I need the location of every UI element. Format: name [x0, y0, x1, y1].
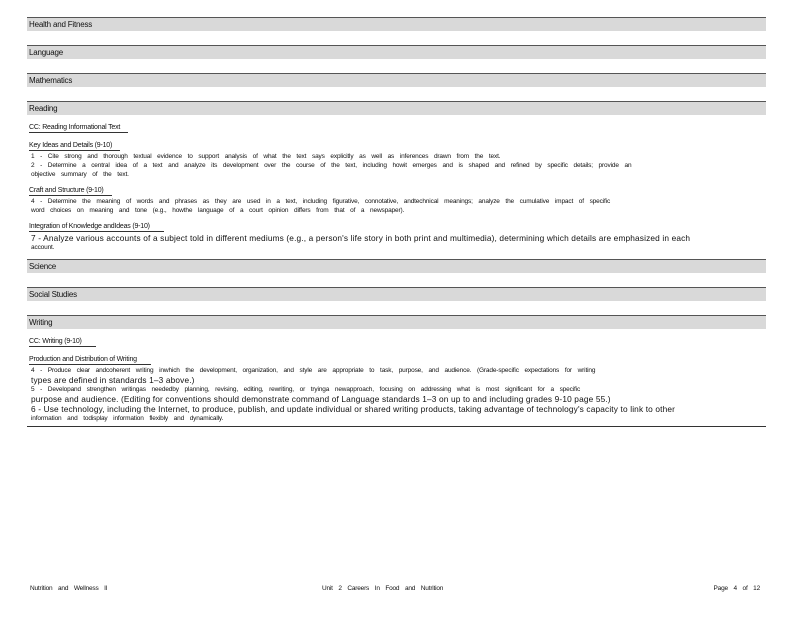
section-social-studies — [27, 287, 766, 315]
section-heading: Writing — [27, 315, 766, 329]
strand-heading: Integration of Knowledge andIdeas (9-10) — [29, 222, 164, 232]
section-language — [27, 45, 766, 73]
standard-text: types are defined in standards 1–3 above.) — [31, 375, 195, 385]
section-heading: Social Studies — [27, 287, 766, 301]
section-body — [27, 329, 766, 424]
page-footer — [30, 583, 760, 595]
footer-page-number: Page 4 of 12 — [713, 585, 760, 592]
section-science — [27, 259, 766, 287]
standard-text: 4 - Determine the meaning of words and phrases as they are used in a text, including figurative, connotative, andtechnical meanings; analyze the cumulative impact of specific — [31, 198, 611, 205]
standard-text: 2 - Determine a central idea of a text and analyze its development over the course of the text, including howit emerges and is shaped and refined by specific details; provide an — [31, 162, 632, 169]
divider — [27, 426, 766, 427]
strand-heading: Craft and Structure (9-10) — [29, 186, 112, 196]
strand-heading: Production and Distribution of Writing — [29, 355, 151, 365]
standard-text: objective summary of the text. — [31, 171, 129, 178]
section-heading: Science — [27, 259, 766, 273]
footer-unit: Unit 2 Careers In Food and Nutrition — [322, 585, 444, 592]
section-body — [27, 115, 766, 253]
section-body — [27, 31, 766, 45]
standard-text: account. — [31, 244, 55, 251]
document-content — [27, 17, 766, 427]
standard-text: 6 - Use technology, including the Internet, to produce, publish, and update individual or shared writing products, taking advantage of technology's capacity to link to other — [31, 404, 676, 414]
standard-source: CC: Reading Informational Text — [29, 123, 128, 133]
section-body — [27, 87, 766, 101]
section-heading: Health and Fitness — [27, 17, 766, 31]
section-body — [27, 273, 766, 287]
standard-text: 7 - Analyze various accounts of a subject told in different mediums (e.g., a person's life story in both print and multimedia), determining which details are emphasized in each — [31, 233, 691, 243]
standard-text: word choices on meaning and tone (e.g., howthe language of a court opinion differs from that of a newspaper). — [31, 207, 405, 214]
section-body — [27, 59, 766, 73]
standard-text: 1 - Cite strong and thorough textual evidence to support analysis of what the text says explicitly as well as inferences drawn from the text. — [31, 153, 501, 160]
standard-text: 4 - Produce clear andcoherent writing inwhich the development, organization, and style are appropriate to task, purpose, and audience. (Grade-specific expectations for writing — [31, 367, 596, 374]
section-writing — [27, 315, 766, 427]
standard-source: CC: Writing (9-10) — [29, 337, 96, 347]
strand-heading: Key Ideas and Details (9-10) — [29, 141, 120, 151]
footer-course: Nutrition and Wellness II — [30, 585, 108, 592]
standard-text: purpose and audience. (Editing for conventions should demonstrate command of Language standards 1–3 on up to and including grades 9-10 page 55.) — [31, 394, 611, 404]
section-heading: Reading — [27, 101, 766, 115]
section-body — [27, 301, 766, 315]
section-mathematics — [27, 73, 766, 101]
section-reading — [27, 101, 766, 253]
section-heading: Mathematics — [27, 73, 766, 87]
standard-text: 5 - Developand strengthen writingas neededby planning, revising, editing, rewriting, or tryinga newapproach, focusing on addressing what is most significant for a specific — [31, 386, 581, 393]
section-heading: Language — [27, 45, 766, 59]
standard-text: information and todisplay information flexibly and dynamically. — [31, 415, 224, 422]
section-health — [27, 17, 766, 45]
